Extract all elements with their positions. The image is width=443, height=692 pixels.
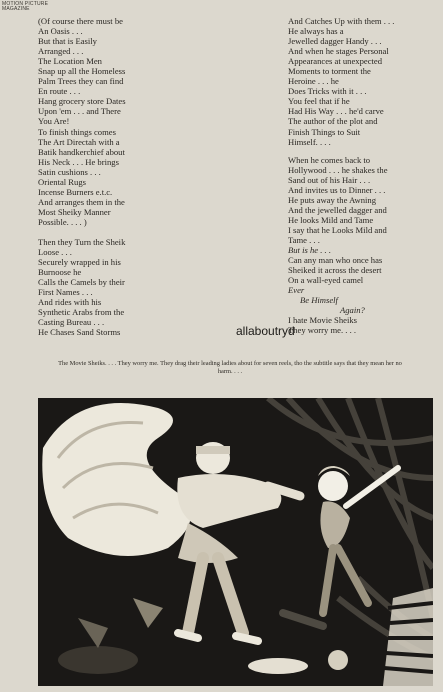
poem-line: And when he stages Personal [288, 46, 389, 57]
poem-line: To finish things comes [38, 126, 116, 137]
poem-line: The author of the plot and [288, 116, 378, 127]
poem-line: Sand out of his Hair . . . [288, 174, 371, 185]
poem-line: Tame . . . [288, 234, 320, 245]
poem-line: Possible. . . . ) [38, 216, 87, 227]
poem-line: Hollywood . . . he shakes the [288, 164, 388, 175]
poem-line: The Location Men [38, 56, 102, 67]
poem-line: Securely wrapped in his [38, 257, 121, 268]
poem-line: Can any man who once has [288, 255, 383, 266]
poem-line: Arranged . . . [38, 46, 84, 57]
poem-line: Again? [340, 305, 365, 316]
poem-line: When he comes back to [288, 154, 371, 165]
poem-line: Jewelled dagger Handy . . . [288, 36, 382, 47]
poem-line: And arranges them in the [38, 196, 125, 207]
poem-line: His Neck . . . He brings [38, 156, 119, 167]
poem-line: On a wall-eyed camel [288, 275, 364, 286]
poem-line: An Oasis . . . [38, 26, 83, 37]
poem-line: And the jewelled dagger and [288, 204, 387, 215]
poem-line: Synthetic Arabs from the [38, 307, 125, 318]
poem-line: Does Tricks with it . . . [288, 86, 367, 97]
poem-line: And invites us to Dinner . . . [288, 184, 386, 195]
poem-line: (Of course there must be [38, 16, 123, 26]
poem-line: But is he . . . [288, 245, 331, 256]
poem-line: I hate Movie Sheiks [288, 315, 357, 326]
poem-line: And rides with his [38, 297, 102, 308]
stanza-gap [38, 227, 188, 237]
poem-line: And Catches Up with them . . . [288, 16, 395, 26]
poem-line: I say that he Looks Mild and [288, 224, 387, 235]
poem-line: Had His Way . . . he'd carve [288, 106, 384, 117]
poem-line: Palm Trees they can find [38, 76, 124, 87]
poem-line: Finish Things to Suit [288, 126, 361, 137]
poem-line: Incense Burners e.t.c. [38, 186, 113, 197]
poem-line: He Chases Sand Storms [38, 327, 121, 338]
illustration-artwork [38, 398, 433, 686]
masthead [2, 2, 48, 12]
poem-line: Heroine . . . he [288, 76, 339, 87]
illustration-caption: The Movie Sheiks. . . . They worry me. They drag their leading ladies about for seven reels, tho the subtitle says that they mean her no harm. . . . [58, 360, 402, 375]
poem-line: Casting Bureau . . . [38, 317, 105, 328]
masthead-line-1: MOTION PICTURE [2, 1, 49, 7]
poem-line: He puts away the Awning [288, 194, 376, 205]
poem-line: Upon 'em . . . and There [38, 106, 121, 117]
poem-line: You feel that if he [288, 96, 350, 107]
poem-line: Be Himself [300, 295, 338, 306]
poem-line: Snap up all the Homeless [38, 66, 126, 77]
poem-line: Burnoose he [38, 267, 82, 278]
poem-right-column [288, 16, 438, 335]
poem-line: First Names . . . [38, 287, 93, 298]
poem-line: Sheiked it across the desert [288, 265, 382, 276]
poem-line: Moments to torment the [288, 66, 371, 77]
poem-line: He always has a [288, 26, 344, 37]
poem-line: Hang grocery store Dates [38, 96, 126, 107]
poem-line: He looks Mild and Tame [288, 214, 374, 225]
poem-line: Oriental Rugs [38, 176, 86, 187]
poem-line: Satin cushions . . . [38, 166, 101, 177]
poem-line: The Art Directah with a [38, 136, 120, 147]
poem-line: But that is Easily [38, 36, 97, 47]
poem-line: Loose . . . [38, 247, 72, 258]
poem-line: Then they Turn the Sheik [38, 236, 126, 247]
masthead-line-2: MAGAZINE [2, 6, 30, 12]
poem-line: They worry me. . . . [288, 325, 357, 336]
poem-line: Appearances at unexpected [288, 56, 383, 67]
poem-line: You Are! [38, 116, 70, 127]
poem-line: En route . . . [38, 86, 81, 97]
poem-line: Calls the Camels by their [38, 277, 125, 288]
poem-line: Himself. . . . [288, 136, 331, 147]
sheik-illustration [38, 398, 433, 686]
poem-left-column [38, 16, 188, 337]
poem-line: Most Sheiky Manner [38, 206, 111, 217]
stanza-gap [288, 147, 438, 155]
poem-line: Ever [288, 285, 305, 296]
watermark-text: allaboutryd [236, 324, 295, 338]
poem-line: Batik handkerchief about [38, 146, 125, 157]
